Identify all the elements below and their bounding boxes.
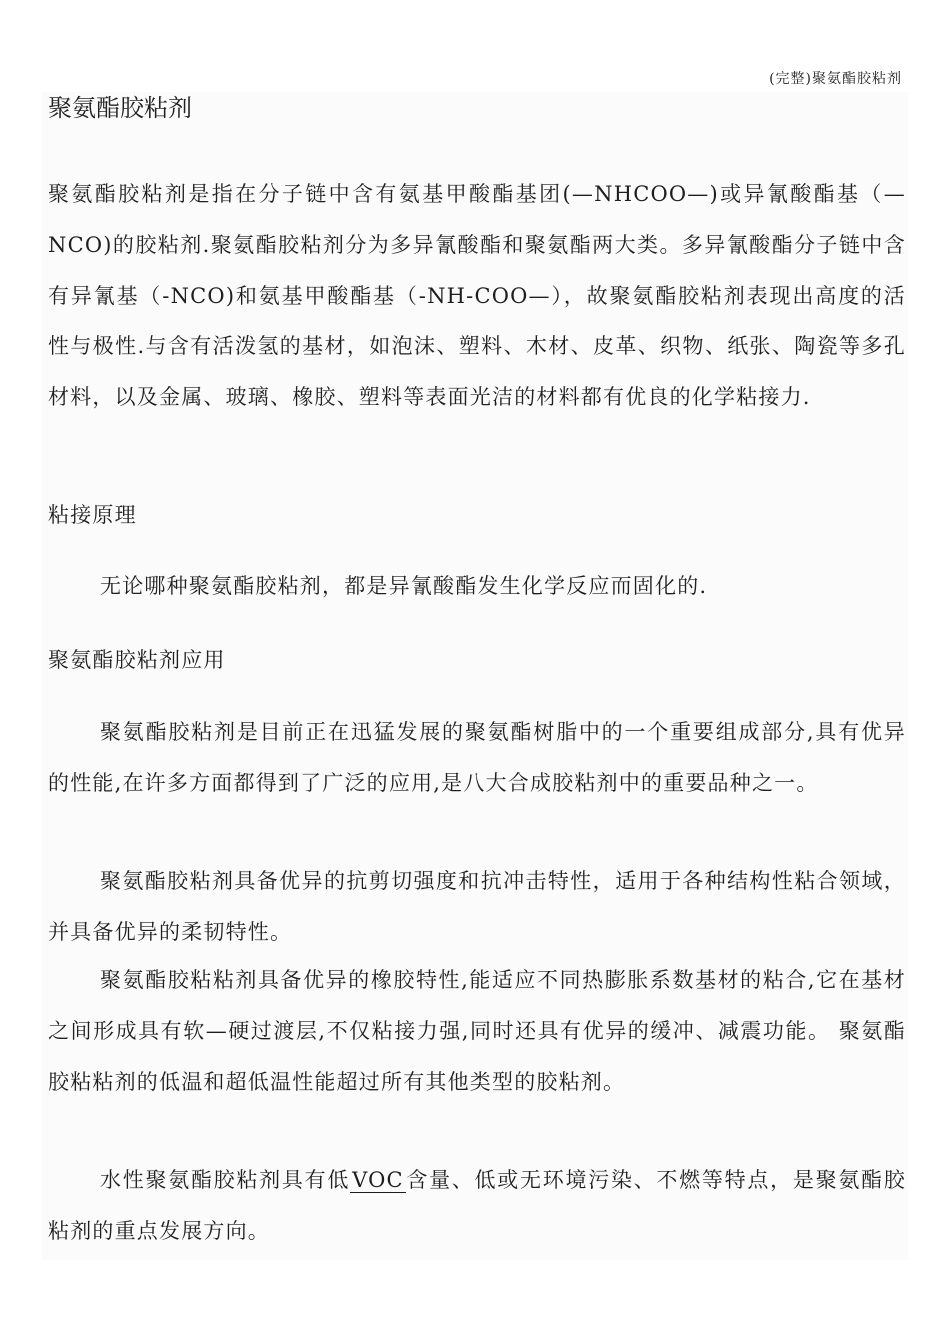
document-title: 聚氨酯胶粘剂 <box>48 94 192 122</box>
applications-paragraph-4 <box>48 1155 906 1257</box>
running-header: (完整)聚氨酯胶粘剂 <box>769 71 902 87</box>
voc-term: VOC <box>352 1168 404 1192</box>
section-heading-applications: 聚氨酯胶粘剂应用 <box>48 648 226 672</box>
paragraph-4-text-end: 含量、低或无环境污染、不燃等特点，是聚氨酯胶粘剂的重点发展方向。 <box>48 1168 906 1243</box>
bonding-principle-paragraph: 无论哪种聚氨酯胶粘剂，都是异氰酸酯发生化学反应而固化的. <box>100 574 708 598</box>
applications-paragraph-1: 聚氨酯胶粘剂是目前正在迅猛发展的聚氨酯树脂中的一个重要组成部分,具有优异的性能,在许多方面都得到了广泛的应用,是八大合成胶粘剂中的重要品种之一。 <box>48 720 906 795</box>
paragraph-4-text-start: 水性聚氨酯胶粘剂具有低 <box>100 1168 351 1192</box>
section-heading-bonding-principle: 粘接原理 <box>48 503 137 527</box>
applications-paragraph-3: 聚氨酯胶粘粘剂具备优异的橡胶特性,能适应不同热膨胀系数基材的粘合,它在基材之间形成具有软—硬过渡层,不仅粘接力强,同时还具有优异的缓冲、减震功能。 聚氨酯胶粘粘剂的低温和超低温性能超过所有其他类型的胶粘剂。 <box>48 968 906 1094</box>
intro-paragraph: 聚氨酯胶粘剂是指在分子链中含有氨基甲酸酯基团(—NHCOO—)或异氰酸酯基（—NCO)的胶粘剂.聚氨酯胶粘剂分为多异氰酸酯和聚氨酯两大类。多异氰酸酯分子链中含有异氰基（-NCO)和氨基甲酸酯基（-NH-COO—），故聚氨酯胶粘剂表现出高度的活性与极性.与含有活泼氢的基材，如泡沫、塑料、木材、皮革、织物、纸张、陶瓷等多孔材料，以及金属、玻璃、橡胶、塑料等表面光洁的材料都有优良的化学粘接力. <box>48 182 906 410</box>
applications-paragraph-2: 聚氨酯胶粘剂具备优异的抗剪切强度和抗冲击特性，适用于各种结构性粘合领域，并具备优异的柔韧特性。 <box>48 869 906 944</box>
